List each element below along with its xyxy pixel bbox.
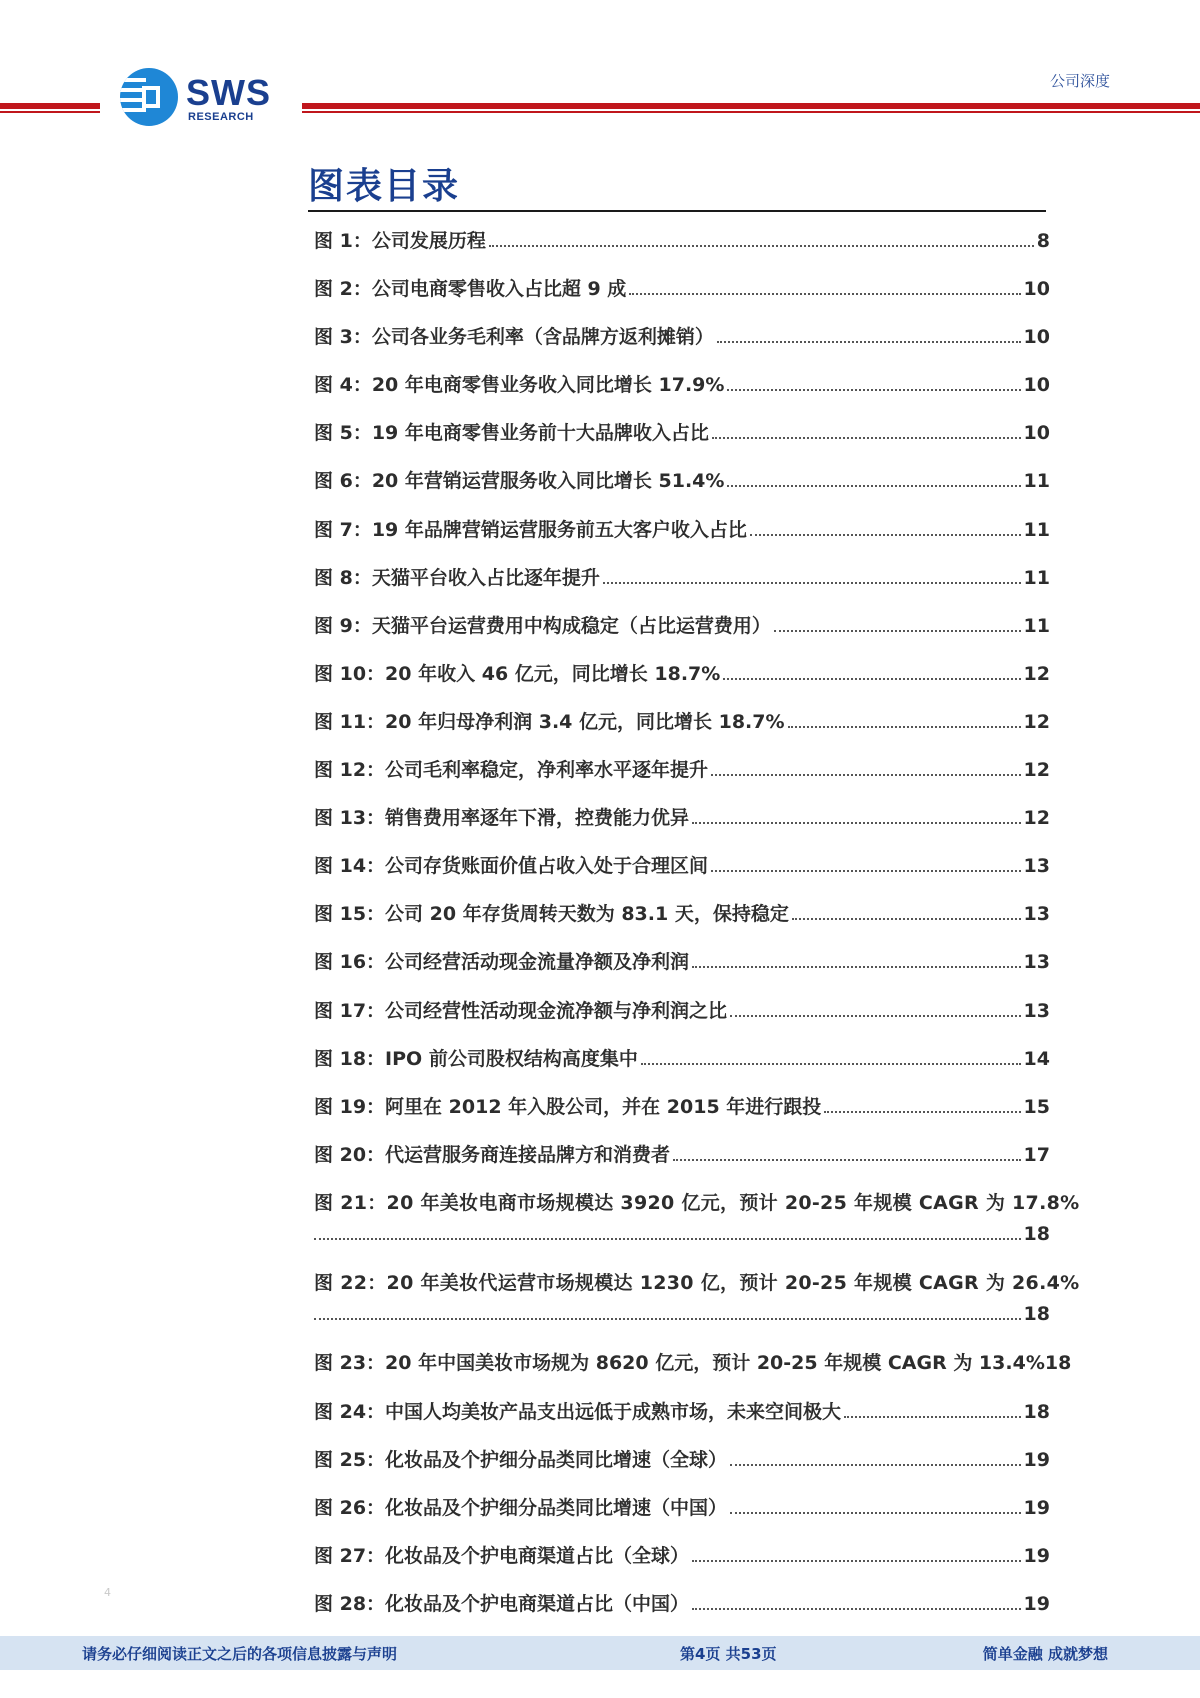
toc-entry-label: 图 8：天猫平台收入占比逐年提升	[314, 566, 600, 589]
toc-dot-leader	[314, 1318, 1021, 1320]
toc-entry-page: 12	[1023, 710, 1050, 733]
toc-entry-page: 10	[1023, 422, 1050, 445]
toc-entry-label: 图 4：20 年电商零售业务收入同比增长 17.9%	[314, 374, 725, 397]
toc-dot-leader	[692, 966, 1020, 968]
toc-entry-page: 15	[1023, 1095, 1050, 1118]
toc-entry[interactable]	[314, 1541, 1050, 1589]
toc-entry[interactable]	[314, 803, 1050, 851]
toc-entry-label: 图 14：公司存货账面价值占收入处于合理区间	[314, 855, 709, 878]
toc-dot-leader	[711, 870, 1020, 872]
toc-entry-page: 13	[1023, 855, 1050, 878]
toc-entry[interactable]	[314, 996, 1050, 1044]
toc-entry-page: 11	[1023, 518, 1050, 541]
logo-wordmark: SWS	[186, 72, 272, 113]
globe-logo-icon	[118, 66, 180, 128]
toc-dot-leader	[750, 534, 1021, 536]
toc-entry[interactable]	[314, 1140, 1050, 1188]
toc-entry-page: 10	[1023, 278, 1050, 301]
toc-entry-label: 图 2：公司电商零售收入占比超 9 成	[314, 278, 627, 301]
toc-entry[interactable]	[314, 1348, 1072, 1396]
toc-entry[interactable]	[314, 1092, 1050, 1140]
toc-dot-leader	[723, 678, 1020, 680]
toc-entry-page: 11	[1023, 566, 1050, 589]
toc-entry-label: 图 7：19 年品牌营销运营服务前五大客户收入占比	[314, 518, 747, 541]
logo-subtitle: RESEARCH	[188, 111, 254, 123]
toc-dot-leader	[730, 1464, 1020, 1466]
toc-entry-page: 13	[1023, 999, 1050, 1022]
footer-disclaimer: 请务必仔细阅读正文之后的各项信息披露与声明	[82, 1645, 398, 1663]
toc-entry-label: 图 19：阿里在 2012 年入股公司，并在 2015 年进行跟投	[314, 1095, 822, 1118]
toc-entry-label: 图 10：20 年收入 46 亿元，同比增长 18.7%	[314, 662, 721, 685]
header-rule-left	[0, 103, 100, 113]
toc-entry[interactable]	[314, 515, 1050, 563]
toc-entry-label: 图 12：公司毛利率稳定，净利率水平逐年提升	[314, 759, 709, 782]
toc-dot-leader	[844, 1416, 1020, 1418]
toc-entry[interactable]	[314, 1445, 1050, 1493]
toc-entry-page: 11	[1023, 470, 1050, 493]
toc-entry-label: 图 15：公司 20 年存货周转天数为 83.1 天，保持稳定	[314, 903, 789, 926]
toc-entry[interactable]	[314, 611, 1050, 659]
toc-entry-label: 图 3：公司各业务毛利率（含品牌方返利摊销）	[314, 326, 714, 349]
toc-entry[interactable]	[314, 1188, 1080, 1268]
toc-dot-leader	[692, 1608, 1020, 1610]
footer-slogan: 简单金融 成就梦想	[982, 1645, 1108, 1663]
toc-dot-leader	[673, 1159, 1020, 1161]
toc-dot-leader	[629, 293, 1020, 295]
toc-entry-page: 18	[1023, 1222, 1050, 1245]
toc-entry-label: 图 17：公司经营性活动现金流净额与净利润之比	[314, 999, 728, 1022]
toc-entry-page: 12	[1023, 807, 1050, 830]
toc-entry-label: 图 23：20 年中国美妆市场规为 8620 亿元，预计 20-25 年规模 CAGR 为 13.4%	[314, 1352, 1045, 1375]
toc-entry[interactable]	[314, 1044, 1050, 1092]
toc-entry-page: 19	[1023, 1448, 1050, 1471]
toc-entry[interactable]	[314, 563, 1050, 611]
toc-entry[interactable]	[314, 1397, 1050, 1445]
toc-entry-label: 图 16：公司经营活动现金流量净额及净利润	[314, 951, 690, 974]
toc-entry-page: 12	[1023, 759, 1050, 782]
toc-entry-label: 图 28：化妆品及个护电商渠道占比（中国）	[314, 1592, 690, 1615]
toc-dot-leader	[489, 245, 1034, 247]
toc-entry-label: 图 18：IPO 前公司股权结构高度集中	[314, 1047, 638, 1070]
toc-dot-leader	[603, 582, 1021, 584]
report-type-label: 公司深度	[1049, 72, 1110, 90]
toc-entry-page: 12	[1023, 662, 1050, 685]
toc-entry[interactable]	[314, 1493, 1050, 1541]
toc-entry-label: 图 22：20 年美妆代运营市场规模达 1230 亿，预计 20-25 年规模 CAGR 为 26.4%	[314, 1272, 1080, 1295]
toc-entry[interactable]	[314, 370, 1050, 418]
toc-dot-leader	[314, 1238, 1021, 1240]
toc-entry-page: 17	[1023, 1143, 1050, 1166]
page-header	[0, 0, 1200, 140]
toc-entry-label: 图 27：化妆品及个护电商渠道占比（全球）	[314, 1544, 690, 1567]
toc-entry-label: 图 24：中国人均美妆产品支出远低于成熟市场，未来空间极大	[314, 1400, 842, 1423]
title-divider	[308, 210, 1046, 212]
toc-dot-leader	[727, 389, 1020, 391]
toc-entry[interactable]	[314, 851, 1050, 899]
sws-logo	[118, 66, 278, 130]
toc-entry-page: 18	[1023, 1400, 1050, 1423]
toc-entry-label: 图 25：化妆品及个护细分品类同比增速（全球）	[314, 1448, 728, 1471]
toc-entry-page: 13	[1023, 951, 1050, 974]
toc-entry-label: 图 9：天猫平台运营费用中构成稳定（占比运营费用）	[314, 614, 771, 637]
toc-entry[interactable]	[314, 947, 1050, 995]
toc-dot-leader	[712, 437, 1021, 439]
toc-dot-leader	[824, 1111, 1020, 1113]
toc-entry-label: 图 13：销售费用率逐年下滑，控费能力优异	[314, 807, 690, 830]
toc-entry-page: 8	[1036, 230, 1050, 252]
toc-entry-page: 19	[1023, 1544, 1050, 1567]
toc-entry[interactable]	[314, 418, 1050, 466]
toc-entry-page: 18	[1023, 1303, 1050, 1326]
toc-entry[interactable]	[314, 707, 1050, 755]
toc-dot-leader	[774, 630, 1021, 632]
toc-dot-leader	[727, 485, 1020, 487]
faint-page-mark: 4	[104, 1586, 111, 1599]
toc-title: 图表目录	[308, 166, 461, 207]
toc-entry-page: 13	[1023, 903, 1050, 926]
toc-entry-page: 11	[1023, 614, 1050, 637]
toc-entry-page: 10	[1023, 374, 1050, 397]
header-rule-right	[302, 103, 1200, 113]
toc-entry[interactable]	[314, 1589, 1050, 1637]
toc-dot-leader	[641, 1063, 1021, 1065]
toc-entry[interactable]	[314, 274, 1050, 322]
toc-entry-label: 图 21：20 年美妆电商市场规模达 3920 亿元，预计 20-25 年规模 CAGR 为 17.8%	[314, 1191, 1080, 1214]
toc-entry[interactable]	[314, 1268, 1080, 1348]
toc-dot-leader	[692, 822, 1020, 824]
toc-entry[interactable]	[314, 466, 1050, 514]
toc-entry-label: 图 11：20 年归母净利润 3.4 亿元，同比增长 18.7%	[314, 710, 785, 733]
toc-dot-leader	[730, 1512, 1020, 1514]
toc-entry[interactable]	[314, 659, 1050, 707]
toc-dot-leader	[717, 341, 1021, 343]
toc-dot-leader	[730, 1015, 1020, 1017]
page-footer	[0, 1636, 1200, 1670]
toc-entry-page: 18	[1044, 1352, 1072, 1375]
toc-entry-label: 图 1：公司发展历程	[314, 230, 486, 252]
toc-entry-page: 10	[1023, 326, 1050, 349]
footer-page-info: 第4页 共53页	[680, 1645, 777, 1663]
toc-dot-leader	[792, 918, 1021, 920]
toc-entry-label: 图 6：20 年营销运营服务收入同比增长 51.4%	[314, 470, 725, 493]
toc-entry[interactable]	[314, 226, 1050, 274]
toc-list	[314, 226, 1080, 1637]
toc-dot-leader	[692, 1560, 1020, 1562]
toc-dot-leader	[711, 774, 1020, 776]
toc-entry-page: 19	[1023, 1592, 1050, 1615]
toc-entry[interactable]	[314, 322, 1050, 370]
toc-entry-label: 图 5：19 年电商零售业务前十大品牌收入占比	[314, 422, 709, 445]
toc-entry-label: 图 26：化妆品及个护细分品类同比增速（中国）	[314, 1496, 728, 1519]
toc-entry-page: 19	[1023, 1496, 1050, 1519]
toc-entry-page: 14	[1023, 1047, 1050, 1070]
toc-entry[interactable]	[314, 755, 1050, 803]
toc-dot-leader	[788, 726, 1021, 728]
toc-entry-label: 图 20：代运营服务商连接品牌方和消费者	[314, 1143, 671, 1166]
toc-entry[interactable]	[314, 899, 1050, 947]
